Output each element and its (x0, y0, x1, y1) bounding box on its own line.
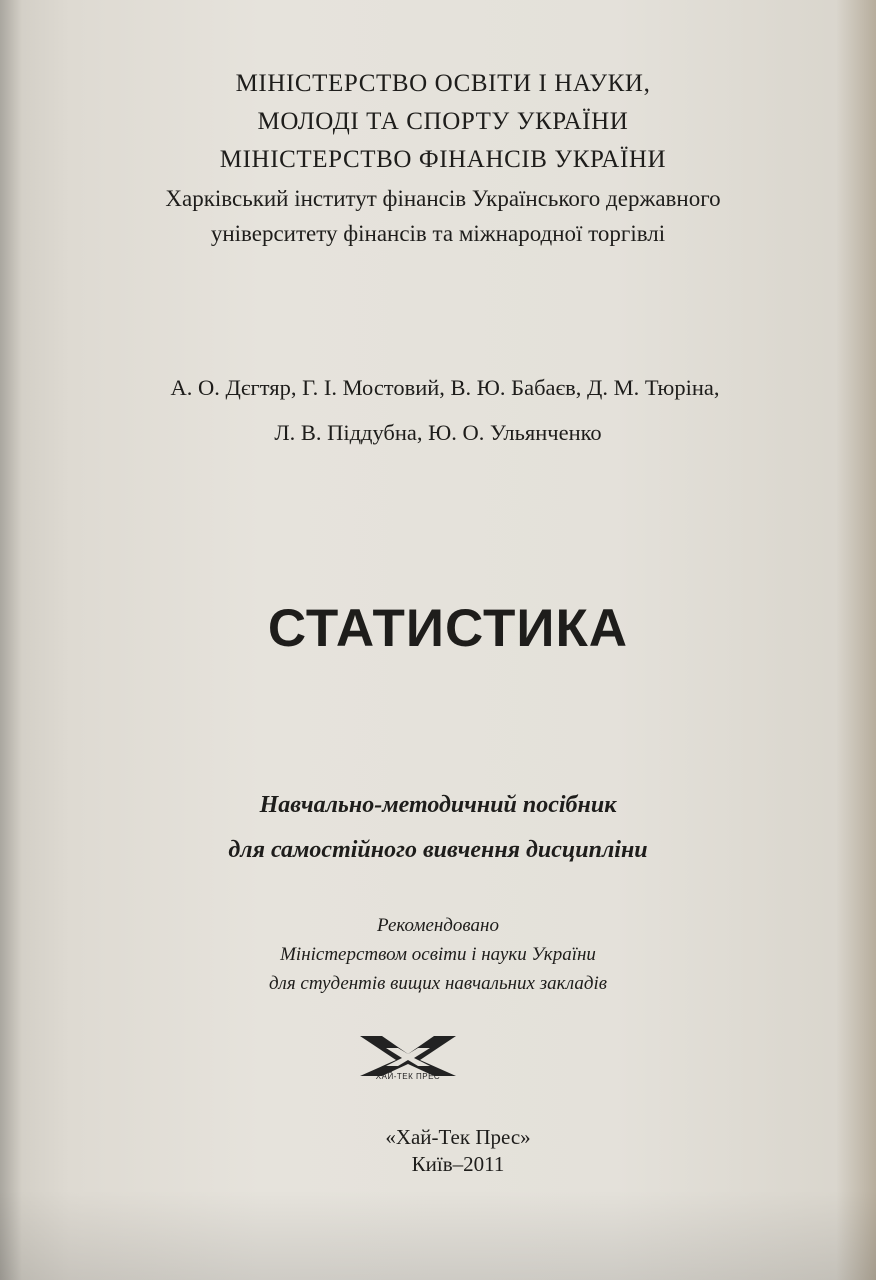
bottom-shadow (0, 1190, 876, 1280)
book-title: СТАТИСТИКА (267, 599, 629, 658)
institute-line-2: університету фінансів та міжнародної торгівлі (210, 221, 666, 246)
ministry-line-2: МОЛОДІ ТА СПОРТУ УКРАЇНИ (257, 108, 629, 135)
recommendation-line-1: Рекомендовано (377, 915, 499, 936)
authors-line-1: А. О. Дєгтяр, Г. І. Мостовий, В. Ю. Бабаєв, Д. М. Тюріна, (170, 375, 720, 400)
ministry-line-3: МІНІСТЕРСТВО ФІНАНСІВ УКРАЇНИ (219, 146, 667, 173)
ministry-line-1: МІНІСТЕРСТВО ОСВІТИ І НАУКИ, (235, 70, 651, 97)
subtitle-line-1: Навчально-методичний посібник (259, 792, 617, 818)
institute-line-1: Харківський інститут фінансів Українського державного (165, 186, 721, 211)
recommendation-line-3: для студентів вищих навчальних закладів (268, 973, 608, 994)
publisher-city-year: Київ–2011 (411, 1152, 505, 1176)
subtitle-line-2: для самостійного вивчення дисципліни (228, 837, 648, 863)
publisher-name: «Хай-Тек Прес» (385, 1125, 531, 1149)
recommendation-line-2: Міністерством освіти і науки України (280, 944, 596, 965)
logo-caption: ХАЙ-ТЕК ПРЕС (375, 1072, 441, 1081)
authors-line-2: Л. В. Піддубна, Ю. О. Ульянченко (274, 420, 602, 445)
